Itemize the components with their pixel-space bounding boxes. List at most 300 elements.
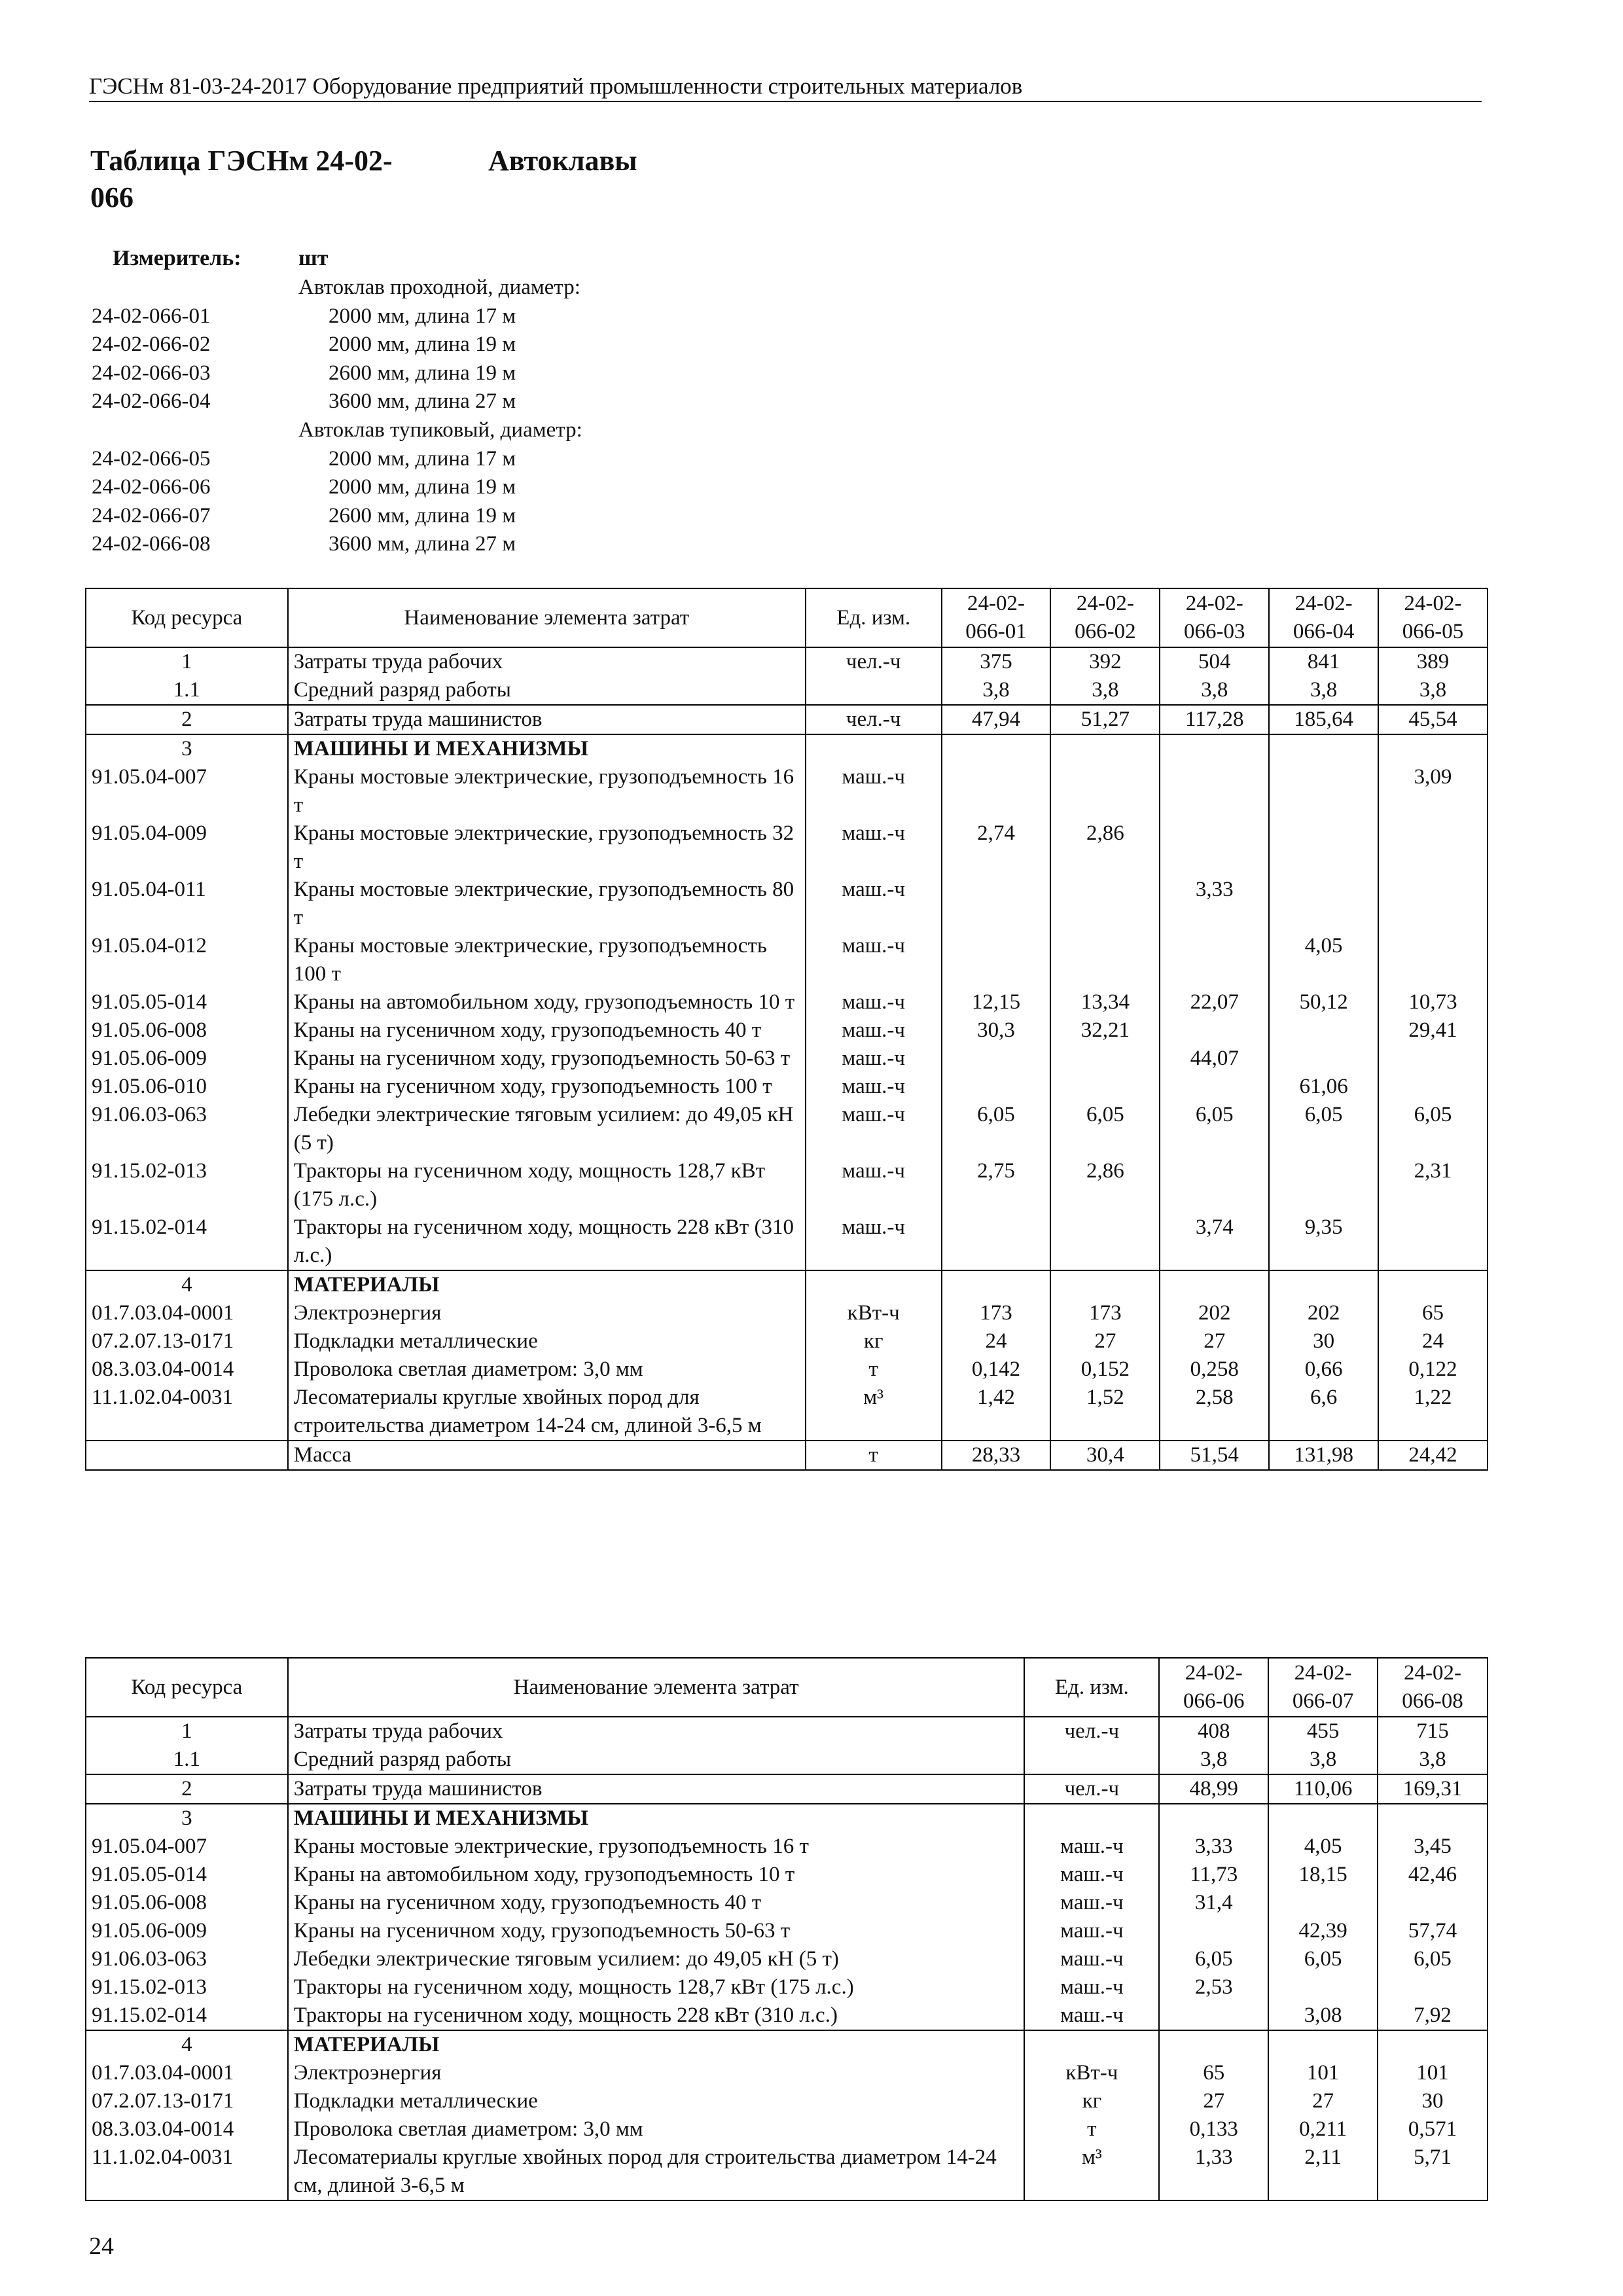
norm-code: 24-02-066-08 bbox=[92, 532, 211, 556]
resource-value bbox=[1268, 2030, 1378, 2059]
resource-value: 30 bbox=[1378, 2087, 1488, 2115]
resource-name: Краны на автомобильном ходу, грузоподъемность 10 т bbox=[288, 988, 806, 1016]
resource-value: 3,8 bbox=[1160, 676, 1269, 705]
table-title-line1: Таблица ГЭСНм 24-02- bbox=[90, 145, 393, 177]
resource-name: Лебедки электрические тяговым усилием: до 49,05 кН (5 т) bbox=[288, 1101, 806, 1157]
norm-description: 2000 мм, длина 19 м bbox=[329, 332, 516, 357]
resource-value: 51,27 bbox=[1050, 705, 1160, 734]
column-header: 24-02- 066-02 bbox=[1050, 588, 1160, 647]
table-row bbox=[86, 1746, 1488, 1774]
table-row bbox=[86, 1917, 1488, 1945]
resource-value bbox=[1378, 819, 1488, 876]
resource-value bbox=[1160, 932, 1269, 988]
resource-value bbox=[1378, 2030, 1488, 2059]
resource-value: 2,86 bbox=[1050, 1157, 1160, 1213]
page-header: ГЭСНм 81-03-24-2017 Оборудование предприятий промышленности строительных материалов bbox=[89, 73, 1482, 102]
resource-value: 0,211 bbox=[1268, 2115, 1378, 2144]
table-title-label bbox=[90, 143, 457, 216]
resource-unit: маш.-ч bbox=[1024, 1973, 1159, 2001]
resource-table-2 bbox=[85, 1657, 1488, 2201]
resource-value: 841 bbox=[1269, 647, 1378, 676]
norm-description: Автоклав тупиковый, диаметр: bbox=[298, 418, 582, 442]
resource-value bbox=[1378, 932, 1488, 988]
table-row bbox=[86, 2144, 1488, 2200]
resource-code: 91.05.04-007 bbox=[86, 1833, 288, 1861]
column-header: Код ресурса bbox=[86, 588, 288, 647]
resource-value: 45,54 bbox=[1378, 705, 1488, 734]
resource-name: Краны мостовые электрические, грузоподъемность 80 т bbox=[288, 876, 806, 932]
table-row bbox=[86, 647, 1488, 676]
column-header: Код ресурса bbox=[86, 1658, 288, 1717]
resource-unit: маш.-ч bbox=[806, 876, 942, 932]
norm-code: 24-02-066-05 bbox=[92, 446, 211, 471]
resource-name: Тракторы на гусеничном ходу, мощность 128,7 кВт (175 л.с.) bbox=[288, 1973, 1025, 2001]
resource-code: 91.06.03-063 bbox=[86, 1101, 288, 1157]
resource-unit: м³ bbox=[806, 1384, 942, 1441]
resource-value: 13,34 bbox=[1050, 988, 1160, 1016]
table-row bbox=[86, 2087, 1488, 2115]
resource-unit: маш.-ч bbox=[1024, 1945, 1159, 1973]
resource-value: 48,99 bbox=[1159, 1774, 1268, 1804]
resource-unit: маш.-ч bbox=[806, 763, 942, 819]
resource-value: 24 bbox=[942, 1327, 1051, 1355]
resource-unit: маш.-ч bbox=[806, 1045, 942, 1073]
table-row bbox=[86, 1717, 1488, 1746]
resource-code: 91.15.02-013 bbox=[86, 1973, 288, 2001]
resource-value: 0,133 bbox=[1159, 2115, 1268, 2144]
resource-unit: маш.-ч bbox=[806, 1101, 942, 1157]
resource-value bbox=[1268, 1889, 1378, 1917]
resource-value: 50,12 bbox=[1269, 988, 1378, 1016]
resource-name: Краны на гусеничном ходу, грузоподъемность 40 т bbox=[288, 1016, 806, 1045]
resource-code: 91.05.06-010 bbox=[86, 1073, 288, 1101]
resource-value: 31,4 bbox=[1159, 1889, 1268, 1917]
resource-value: 0,66 bbox=[1269, 1355, 1378, 1384]
resource-value: 42,39 bbox=[1268, 1917, 1378, 1945]
resource-value bbox=[1159, 2001, 1268, 2030]
resource-value: 29,41 bbox=[1378, 1016, 1488, 1045]
resource-unit bbox=[1024, 1804, 1159, 1833]
resource-code: 91.05.04-011 bbox=[86, 876, 288, 932]
resource-value: 6,05 bbox=[1160, 1101, 1269, 1157]
resource-value: 715 bbox=[1378, 1717, 1488, 1746]
resource-value: 6,05 bbox=[1268, 1945, 1378, 1973]
column-header: Ед. изм. bbox=[806, 588, 942, 647]
table-row bbox=[86, 1889, 1488, 1917]
resource-name: МАШИНЫ И МЕХАНИЗМЫ bbox=[288, 734, 806, 763]
resource-name: Краны мостовые электрические, грузоподъемность 16 т bbox=[288, 763, 806, 819]
column-header: Наименование элемента затрат bbox=[288, 588, 806, 647]
resource-value: 24 bbox=[1378, 1327, 1488, 1355]
resource-name: Краны на гусеничном ходу, грузоподъемность 100 т bbox=[288, 1073, 806, 1101]
resource-name: Электроэнергия bbox=[288, 1299, 806, 1327]
resource-code: 11.1.02.04-0031 bbox=[86, 2144, 288, 2200]
resource-table-1 bbox=[85, 588, 1488, 1471]
resource-name: Проволока светлая диаметром: 3,0 мм bbox=[288, 1355, 806, 1384]
resource-name: Средний разряд работы bbox=[288, 676, 806, 705]
resource-name: Подкладки металлические bbox=[288, 1327, 806, 1355]
norm-description: 2000 мм, длина 17 м bbox=[329, 446, 516, 471]
norm-description: 2000 мм, длина 17 м bbox=[329, 304, 516, 328]
resource-value bbox=[942, 734, 1051, 763]
resource-value: 27 bbox=[1268, 2087, 1378, 2115]
resource-value: 101 bbox=[1268, 2059, 1378, 2087]
resource-code: 07.2.07.13-0171 bbox=[86, 1327, 288, 1355]
resource-value: 5,71 bbox=[1378, 2144, 1488, 2200]
resource-unit: чел.-ч bbox=[1024, 1717, 1159, 1746]
resource-name: Краны на гусеничном ходу, грузоподъемность 40 т bbox=[288, 1889, 1025, 1917]
resource-name: Электроэнергия bbox=[288, 2059, 1025, 2087]
table-row bbox=[86, 932, 1488, 988]
resource-value bbox=[1160, 734, 1269, 763]
resource-value: 3,33 bbox=[1160, 876, 1269, 932]
resource-value bbox=[1269, 819, 1378, 876]
resource-value: 131,98 bbox=[1269, 1441, 1378, 1470]
resource-value: 57,74 bbox=[1378, 1917, 1488, 1945]
resource-value bbox=[1050, 932, 1160, 988]
table-row bbox=[86, 1157, 1488, 1213]
norm-description: 2000 мм, длина 19 м bbox=[329, 475, 516, 499]
resource-name: Краны мостовые электрические, грузоподъемность 32 т bbox=[288, 819, 806, 876]
resource-unit: кг bbox=[806, 1327, 942, 1355]
resource-value: 110,06 bbox=[1268, 1774, 1378, 1804]
resource-value: 42,46 bbox=[1378, 1861, 1488, 1889]
resource-code: 91.05.05-014 bbox=[86, 1861, 288, 1889]
resource-value bbox=[942, 1073, 1051, 1101]
resource-value: 9,35 bbox=[1269, 1213, 1378, 1270]
norm-description: 3600 мм, длина 27 м bbox=[329, 389, 516, 414]
resource-value: 28,33 bbox=[942, 1441, 1051, 1470]
resource-name: Краны мостовые электрические, грузоподъемность 100 т bbox=[288, 932, 806, 988]
table-row bbox=[86, 1945, 1488, 1973]
resource-value: 202 bbox=[1269, 1299, 1378, 1327]
resource-value: 169,31 bbox=[1378, 1774, 1488, 1804]
norm-description: 3600 мм, длина 27 м bbox=[329, 532, 516, 556]
resource-unit: маш.-ч bbox=[1024, 2001, 1159, 2030]
resource-value bbox=[1160, 1073, 1269, 1101]
resource-value: 173 bbox=[1050, 1299, 1160, 1327]
resource-code: 08.3.03.04-0014 bbox=[86, 2115, 288, 2144]
resource-code: 1.1 bbox=[86, 1746, 288, 1774]
resource-unit: т bbox=[1024, 2115, 1159, 2144]
resource-value: 117,28 bbox=[1160, 705, 1269, 734]
resource-unit: маш.-ч bbox=[1024, 1889, 1159, 1917]
resource-value bbox=[1269, 734, 1378, 763]
resource-value: 6,05 bbox=[1050, 1101, 1160, 1157]
resource-value: 24,42 bbox=[1378, 1441, 1488, 1470]
resource-code: 1 bbox=[86, 1717, 288, 1746]
column-header: Ед. изм. bbox=[1024, 1658, 1159, 1717]
resource-value bbox=[1269, 1045, 1378, 1073]
resource-name: Краны на гусеничном ходу, грузоподъемность 50-63 т bbox=[288, 1917, 1025, 1945]
resource-value: 3,8 bbox=[1378, 676, 1488, 705]
resource-unit: чел.-ч bbox=[1024, 1774, 1159, 1804]
resource-value: 30 bbox=[1269, 1327, 1378, 1355]
resource-name: Затраты труда рабочих bbox=[288, 1717, 1025, 1746]
resource-value: 101 bbox=[1378, 2059, 1488, 2087]
resource-name: Лесоматериалы круглые хвойных пород для строительства диаметром 14-24 см, длиной 3-6,5 м bbox=[288, 1384, 806, 1441]
table-row bbox=[86, 819, 1488, 876]
resource-value: 2,74 bbox=[942, 819, 1051, 876]
resource-code: 91.05.06-008 bbox=[86, 1889, 288, 1917]
resource-value bbox=[942, 1270, 1051, 1299]
resource-value: 51,54 bbox=[1160, 1441, 1269, 1470]
table-row bbox=[86, 1016, 1488, 1045]
resource-value bbox=[1378, 1045, 1488, 1073]
resource-unit: кВт-ч bbox=[806, 1299, 942, 1327]
resource-value: 3,08 bbox=[1268, 2001, 1378, 2030]
resource-unit bbox=[806, 1270, 942, 1299]
resource-value: 504 bbox=[1160, 647, 1269, 676]
resource-code: 91.05.05-014 bbox=[86, 988, 288, 1016]
table-row bbox=[86, 1774, 1488, 1804]
table-row bbox=[86, 1384, 1488, 1441]
resource-value bbox=[942, 932, 1051, 988]
resource-value: 375 bbox=[942, 647, 1051, 676]
resource-unit bbox=[1024, 2030, 1159, 2059]
resource-value: 6,05 bbox=[1378, 1101, 1488, 1157]
resource-unit: маш.-ч bbox=[1024, 1917, 1159, 1945]
resource-value: 1,52 bbox=[1050, 1384, 1160, 1441]
resource-unit: т bbox=[806, 1441, 942, 1470]
resource-value bbox=[1159, 1917, 1268, 1945]
resource-value: 12,15 bbox=[942, 988, 1051, 1016]
resource-value: 0,142 bbox=[942, 1355, 1051, 1384]
resource-code: 11.1.02.04-0031 bbox=[86, 1384, 288, 1441]
resource-code: 91.05.04-012 bbox=[86, 932, 288, 988]
resource-value: 4,05 bbox=[1269, 932, 1378, 988]
resource-code: 91.05.04-007 bbox=[86, 763, 288, 819]
resource-code: 91.15.02-013 bbox=[86, 1157, 288, 1213]
resource-code: 01.7.03.04-0001 bbox=[86, 2059, 288, 2087]
norm-code: 24-02-066-02 bbox=[92, 332, 211, 357]
resource-unit: маш.-ч bbox=[806, 1016, 942, 1045]
table-row bbox=[86, 2001, 1488, 2030]
resource-value: 1,33 bbox=[1159, 2144, 1268, 2200]
resource-value bbox=[1050, 1213, 1160, 1270]
resource-code: 91.06.03-063 bbox=[86, 1945, 288, 1973]
norm-description: 2600 мм, длина 19 м bbox=[329, 503, 516, 528]
resource-code: 91.05.04-009 bbox=[86, 819, 288, 876]
resource-value: 65 bbox=[1159, 2059, 1268, 2087]
table-row bbox=[86, 2030, 1488, 2059]
resource-value: 6,6 bbox=[1269, 1384, 1378, 1441]
resource-code: 91.15.02-014 bbox=[86, 1213, 288, 1270]
column-header: 24-02- 066-03 bbox=[1160, 588, 1269, 647]
resource-value bbox=[1378, 1073, 1488, 1101]
resource-value: 47,94 bbox=[942, 705, 1051, 734]
resource-unit: маш.-ч bbox=[1024, 1861, 1159, 1889]
table-row bbox=[86, 876, 1488, 932]
resource-value: 202 bbox=[1160, 1299, 1269, 1327]
resource-unit: маш.-ч bbox=[806, 1157, 942, 1213]
resource-value bbox=[1268, 1973, 1378, 2001]
resource-value: 6,05 bbox=[942, 1101, 1051, 1157]
meter-label: Измеритель: bbox=[113, 246, 241, 270]
resource-code: 3 bbox=[86, 1804, 288, 1833]
resource-value bbox=[1050, 763, 1160, 819]
resource-value bbox=[1269, 1157, 1378, 1213]
resource-unit bbox=[806, 734, 942, 763]
resource-unit: т bbox=[806, 1355, 942, 1384]
resource-name: Тракторы на гусеничном ходу, мощность 128,7 кВт (175 л.с.) bbox=[288, 1157, 806, 1213]
resource-unit: чел.-ч bbox=[806, 705, 942, 734]
resource-value bbox=[1378, 734, 1488, 763]
table-row bbox=[86, 763, 1488, 819]
resource-value: 44,07 bbox=[1160, 1045, 1269, 1073]
table-row bbox=[86, 1804, 1488, 1833]
table-row bbox=[86, 1861, 1488, 1889]
resource-value bbox=[1378, 1270, 1488, 1299]
resource-value: 2,58 bbox=[1160, 1384, 1269, 1441]
resource-value: 0,152 bbox=[1050, 1355, 1160, 1384]
table-row bbox=[86, 1045, 1488, 1073]
resource-unit: маш.-ч bbox=[806, 819, 942, 876]
resource-value: 389 bbox=[1378, 647, 1488, 676]
resource-value: 27 bbox=[1160, 1327, 1269, 1355]
table-row bbox=[86, 1101, 1488, 1157]
resource-value: 30,3 bbox=[942, 1016, 1051, 1045]
resource-value: 11,73 bbox=[1159, 1861, 1268, 1889]
resource-name: МАШИНЫ И МЕХАНИЗМЫ bbox=[288, 1804, 1025, 1833]
resource-code bbox=[86, 1441, 288, 1470]
resource-value: 2,86 bbox=[1050, 819, 1160, 876]
table-title-line2: 066 bbox=[90, 181, 134, 213]
resource-value: 2,11 bbox=[1268, 2144, 1378, 2200]
resource-value: 1,42 bbox=[942, 1384, 1051, 1441]
resource-code: 1 bbox=[86, 647, 288, 676]
resource-code: 91.05.06-009 bbox=[86, 1917, 288, 1945]
table-row bbox=[86, 1833, 1488, 1861]
resource-value: 65 bbox=[1378, 1299, 1488, 1327]
resource-value: 0,122 bbox=[1378, 1355, 1488, 1384]
resource-value bbox=[942, 763, 1051, 819]
table-row bbox=[86, 676, 1488, 705]
resource-name: Масса bbox=[288, 1441, 806, 1470]
column-header: 24-02- 066-06 bbox=[1159, 1658, 1268, 1717]
resource-value: 3,8 bbox=[942, 676, 1051, 705]
norm-code: 24-02-066-01 bbox=[92, 304, 211, 328]
resource-code: 08.3.03.04-0014 bbox=[86, 1355, 288, 1384]
resource-value bbox=[1269, 876, 1378, 932]
resource-unit bbox=[806, 676, 942, 705]
resource-value bbox=[942, 876, 1051, 932]
norm-code: 24-02-066-06 bbox=[92, 475, 211, 499]
resource-value: 3,8 bbox=[1268, 1746, 1378, 1774]
norm-code: 24-02-066-07 bbox=[92, 503, 211, 528]
column-header: 24-02- 066-05 bbox=[1378, 588, 1488, 647]
table-row bbox=[86, 734, 1488, 763]
resource-value: 3,33 bbox=[1159, 1833, 1268, 1861]
resource-value bbox=[1378, 1213, 1488, 1270]
resource-name: МАТЕРИАЛЫ bbox=[288, 2030, 1025, 2059]
table-row bbox=[86, 1355, 1488, 1384]
resource-code: 01.7.03.04-0001 bbox=[86, 1299, 288, 1327]
resource-code: 4 bbox=[86, 1270, 288, 1299]
norm-description: Автоклав проходной, диаметр: bbox=[298, 276, 580, 299]
resource-name: Затраты труда машинистов bbox=[288, 705, 806, 734]
table-row bbox=[86, 988, 1488, 1016]
table-row bbox=[86, 1327, 1488, 1355]
resource-value bbox=[1050, 876, 1160, 932]
resource-code: 4 bbox=[86, 2030, 288, 2059]
resource-value: 0,571 bbox=[1378, 2115, 1488, 2144]
resource-value: 6,05 bbox=[1159, 1945, 1268, 1973]
resource-value bbox=[942, 1213, 1051, 1270]
resource-unit: кг bbox=[1024, 2087, 1159, 2115]
column-header: 24-02- 066-01 bbox=[942, 588, 1051, 647]
resource-name: Лесоматериалы круглые хвойных пород для строительства диаметром 14-24 см, длиной 3-6,5 м bbox=[288, 2144, 1025, 2200]
norm-description: 2600 мм, длина 19 м bbox=[329, 361, 516, 385]
table-row bbox=[86, 1073, 1488, 1101]
resource-value bbox=[942, 1045, 1051, 1073]
resource-value: 7,92 bbox=[1378, 2001, 1488, 2030]
resource-value: 18,15 bbox=[1268, 1861, 1378, 1889]
resource-code: 91.05.06-009 bbox=[86, 1045, 288, 1073]
resource-value bbox=[1269, 1270, 1378, 1299]
resource-name: Затраты труда машинистов bbox=[288, 1774, 1025, 1804]
resource-value bbox=[1160, 1016, 1269, 1045]
resource-name: Лебедки электрические тяговым усилием: до 49,05 кН (5 т) bbox=[288, 1945, 1025, 1973]
table-row bbox=[86, 1441, 1488, 1470]
resource-value bbox=[1269, 1016, 1378, 1045]
resource-code: 3 bbox=[86, 734, 288, 763]
resource-value: 10,73 bbox=[1378, 988, 1488, 1016]
resource-value bbox=[1159, 2030, 1268, 2059]
resource-code: 1.1 bbox=[86, 676, 288, 705]
resource-unit: м³ bbox=[1024, 2144, 1159, 2200]
table-row bbox=[86, 705, 1488, 734]
resource-name: Краны на гусеничном ходу, грузоподъемность 50-63 т bbox=[288, 1045, 806, 1073]
resource-value: 32,21 bbox=[1050, 1016, 1160, 1045]
resource-value: 6,05 bbox=[1378, 1945, 1488, 1973]
resource-name: Краны мостовые электрические, грузоподъемность 16 т bbox=[288, 1833, 1025, 1861]
resource-value: 2,75 bbox=[942, 1157, 1051, 1213]
resource-value: 185,64 bbox=[1269, 705, 1378, 734]
resource-value: 2,53 bbox=[1159, 1973, 1268, 2001]
resource-name: Краны на автомобильном ходу, грузоподъемность 10 т bbox=[288, 1861, 1025, 1889]
resource-unit: маш.-ч bbox=[806, 932, 942, 988]
resource-value: 3,09 bbox=[1378, 763, 1488, 819]
resource-value: 1,22 bbox=[1378, 1384, 1488, 1441]
resource-value: 22,07 bbox=[1160, 988, 1269, 1016]
resource-value: 3,8 bbox=[1159, 1746, 1268, 1774]
table-row bbox=[86, 2115, 1488, 2144]
resource-value bbox=[1050, 1270, 1160, 1299]
resource-unit: чел.-ч bbox=[806, 647, 942, 676]
resource-value: 0,258 bbox=[1160, 1355, 1269, 1384]
resource-value: 3,45 bbox=[1378, 1833, 1488, 1861]
table-row bbox=[86, 2059, 1488, 2087]
norm-code: 24-02-066-04 bbox=[92, 389, 211, 414]
resource-unit bbox=[1024, 1746, 1159, 1774]
resource-value: 27 bbox=[1050, 1327, 1160, 1355]
column-header: Наименование элемента затрат bbox=[288, 1658, 1025, 1717]
resource-value: 3,8 bbox=[1269, 676, 1378, 705]
resource-code: 2 bbox=[86, 1774, 288, 1804]
resource-value bbox=[1378, 1973, 1488, 2001]
resource-name: Подкладки металлические bbox=[288, 2087, 1025, 2115]
resource-name: Проволока светлая диаметром: 3,0 мм bbox=[288, 2115, 1025, 2144]
resource-value: 3,8 bbox=[1378, 1746, 1488, 1774]
column-header: 24-02- 066-07 bbox=[1268, 1658, 1378, 1717]
resource-value: 173 bbox=[942, 1299, 1051, 1327]
resource-value: 30,4 bbox=[1050, 1441, 1160, 1470]
resource-value: 2,31 bbox=[1378, 1157, 1488, 1213]
resource-code: 91.15.02-014 bbox=[86, 2001, 288, 2030]
column-header: 24-02- 066-04 bbox=[1269, 588, 1378, 647]
resource-value: 455 bbox=[1268, 1717, 1378, 1746]
